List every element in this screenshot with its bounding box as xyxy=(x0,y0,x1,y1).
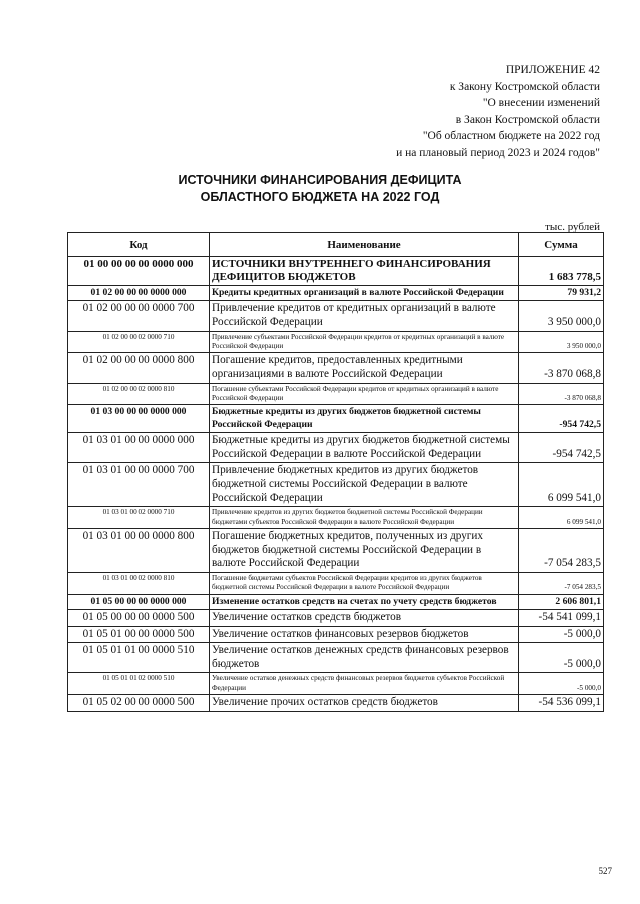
table-header-row xyxy=(68,233,604,257)
row-sum: -7 054 283,5 xyxy=(519,529,604,573)
row-code: 01 03 01 00 00 0000 000 xyxy=(68,433,210,463)
row-name: Привлечение субъектами Российской Федерации кредитов от кредитных организаций в валюте Российской Федерации xyxy=(210,331,519,353)
row-name: Увеличение остатков финансовых резервов бюджетов xyxy=(210,626,519,643)
table-row xyxy=(68,405,604,433)
row-name: Увеличение остатков денежных средств финансовых резервов бюджетов субъектов Российской Федерации xyxy=(210,673,519,695)
row-name: ИСТОЧНИКИ ВНУТРЕННЕГО ФИНАНСИРОВАНИЯ ДЕФИЦИТОВ БЮДЖЕТОВ xyxy=(210,257,519,286)
table-row xyxy=(68,643,604,673)
table-row xyxy=(68,594,604,609)
header-code: Код xyxy=(68,233,210,257)
row-sum: 1 683 778,5 xyxy=(519,257,604,286)
appendix-line: к Закону Костромской области xyxy=(449,80,600,93)
row-name: Погашение бюджетами субъектов Российской Федерации кредитов из других бюджетов бюджетной системы Российской Федерации в валюте Российской Федерации xyxy=(210,572,519,594)
row-sum: -54 536 099,1 xyxy=(519,695,604,712)
row-name: Увеличение остатков средств бюджетов xyxy=(210,610,519,627)
title-line-2: ОБЛАСТНОГО БЮДЖЕТА НА 2022 ГОД xyxy=(200,190,440,204)
row-name: Привлечение бюджетных кредитов из других бюджетов бюджетной системы Российской Федерации в валюте Российской Федерации xyxy=(210,463,519,507)
row-code: 01 02 00 00 02 0000 810 xyxy=(68,383,210,405)
row-name: Увеличение прочих остатков средств бюджетов xyxy=(210,695,519,712)
table-row xyxy=(68,301,604,331)
row-code: 01 02 00 00 00 0000 000 xyxy=(68,286,210,301)
row-code: 01 02 00 00 02 0000 710 xyxy=(68,331,210,353)
table-row xyxy=(68,673,604,695)
appendix-header xyxy=(240,62,600,161)
table-row xyxy=(68,353,604,383)
appendix-line: "О внесении изменений xyxy=(482,97,600,109)
units-label: тыс. рублей xyxy=(545,221,600,233)
row-name: Погашение кредитов, предоставленных кредитными организациями в валюте Российской Федерации xyxy=(210,353,519,383)
document-title xyxy=(0,172,640,206)
appendix-line: и на плановый период 2023 и 2024 годов" xyxy=(396,146,600,159)
row-sum: -7 054 283,5 xyxy=(519,572,604,594)
row-sum: 6 099 541,0 xyxy=(519,463,604,507)
appendix-line: ПРИЛОЖЕНИЕ 42 xyxy=(505,64,600,76)
row-sum: -954 742,5 xyxy=(519,433,604,463)
row-code: 01 00 00 00 00 0000 000 xyxy=(68,257,210,286)
table-row xyxy=(68,257,604,286)
title-line-1: ИСТОЧНИКИ ФИНАНСИРОВАНИЯ ДЕФИЦИТА xyxy=(178,173,462,187)
row-name: Кредиты кредитных организаций в валюте Российской Федерации xyxy=(210,286,519,301)
row-code: 01 05 01 01 02 0000 510 xyxy=(68,673,210,695)
table-row xyxy=(68,610,604,627)
row-code: 01 05 00 00 00 0000 000 xyxy=(68,594,210,609)
row-name: Изменение остатков средств на счетах по учету средств бюджетов xyxy=(210,594,519,609)
row-sum: -5 000,0 xyxy=(519,626,604,643)
row-sum: 3 950 000,0 xyxy=(519,331,604,353)
row-code: 01 03 00 00 00 0000 000 xyxy=(68,405,210,433)
row-code: 01 03 01 00 02 0000 710 xyxy=(68,507,210,529)
table-row xyxy=(68,286,604,301)
table-row xyxy=(68,331,604,353)
row-code: 01 03 01 00 00 0000 700 xyxy=(68,463,210,507)
table-row xyxy=(68,507,604,529)
table-row xyxy=(68,433,604,463)
table-row xyxy=(68,572,604,594)
table-row xyxy=(68,626,604,643)
row-sum: 79 931,2 xyxy=(519,286,604,301)
row-sum: -5 000,0 xyxy=(519,643,604,673)
row-code: 01 05 02 00 00 0000 500 xyxy=(68,695,210,712)
row-code: 01 02 00 00 00 0000 700 xyxy=(68,301,210,331)
row-name: Бюджетные кредиты из других бюджетов бюджетной системы Российской Федерации в валюте Российской Федерации xyxy=(210,433,519,463)
appendix-line: в Закон Костромской области xyxy=(455,113,600,126)
row-sum: -54 541 099,1 xyxy=(519,610,604,627)
header-sum: Сумма xyxy=(519,233,604,257)
row-sum: 3 950 000,0 xyxy=(519,301,604,331)
row-sum: -954 742,5 xyxy=(519,405,604,433)
row-code: 01 05 00 00 00 0000 500 xyxy=(68,610,210,627)
page-number: 527 xyxy=(598,866,612,876)
row-name: Привлечение кредитов от кредитных организаций в валюте Российской Федерации xyxy=(210,301,519,331)
row-name: Погашение субъектами Российской Федерации кредитов от кредитных организаций в валюте Российской Федерации xyxy=(210,383,519,405)
row-sum: 2 606 801,1 xyxy=(519,594,604,609)
row-sum: -3 870 068,8 xyxy=(519,353,604,383)
appendix-line: "Об областном бюджете на 2022 год xyxy=(422,130,600,142)
table-row xyxy=(68,463,604,507)
row-name: Увеличение остатков денежных средств финансовых резервов бюджетов xyxy=(210,643,519,673)
row-code: 01 02 00 00 00 0000 800 xyxy=(68,353,210,383)
row-name: Привлечение кредитов из других бюджетов бюджетной системы Российской Федерации бюджетами субъектов Российской Федерации в валюте Российской Федерации xyxy=(210,507,519,529)
table-row xyxy=(68,529,604,573)
row-code: 01 03 01 00 02 0000 810 xyxy=(68,572,210,594)
row-sum: 6 099 541,0 xyxy=(519,507,604,529)
table-row xyxy=(68,383,604,405)
table-row xyxy=(68,695,604,712)
header-name: Наименование xyxy=(210,233,519,257)
row-code: 01 05 01 01 00 0000 510 xyxy=(68,643,210,673)
row-sum: -3 870 068,8 xyxy=(519,383,604,405)
budget-sources-table xyxy=(67,232,604,712)
row-code: 01 05 01 00 00 0000 500 xyxy=(68,626,210,643)
row-sum: -5 000,0 xyxy=(519,673,604,695)
row-name: Погашение бюджетных кредитов, полученных из других бюджетов бюджетной системы Российской Федерации в валюте Российской Федерации xyxy=(210,529,519,573)
row-name: Бюджетные кредиты из других бюджетов бюджетной системы Российской Федерации xyxy=(210,405,519,433)
row-code: 01 03 01 00 00 0000 800 xyxy=(68,529,210,573)
